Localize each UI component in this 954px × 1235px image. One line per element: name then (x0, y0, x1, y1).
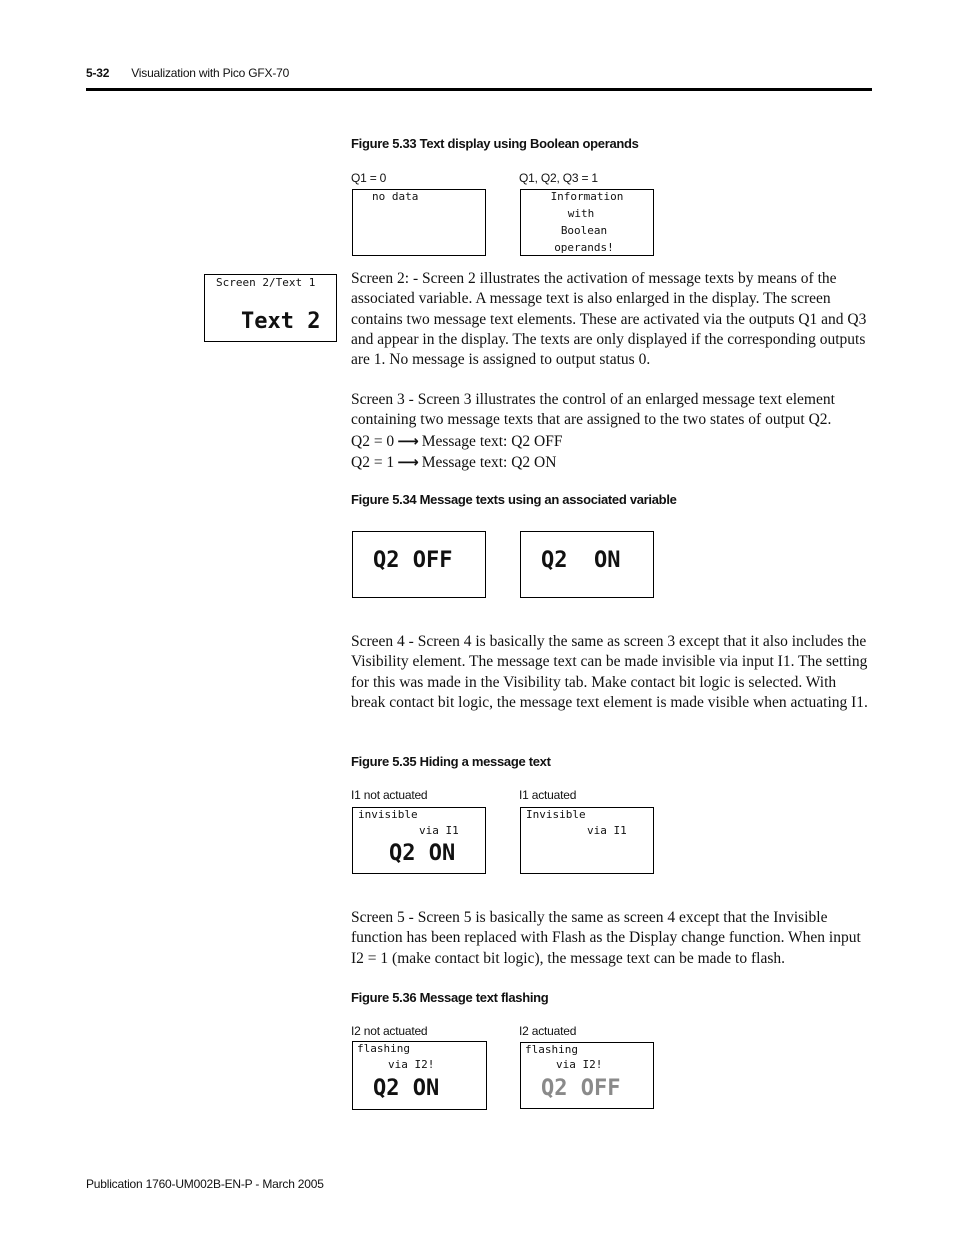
lcd-big-text-dimmed: Q2 OFF (541, 1076, 621, 1101)
q2-on-line (351, 452, 871, 473)
lcd-display-screen2 (204, 274, 337, 342)
figure-5-35-caption: Figure 5.35 Hiding a message text (351, 754, 551, 769)
lcd-display-visible (352, 807, 486, 874)
lcd-line: via I2! (556, 1058, 603, 1071)
lcd-line: with (567, 207, 595, 220)
screen3-paragraph (351, 390, 871, 473)
lcd-display-q2-off (352, 531, 486, 598)
q2-off-message: Message text: Q2 OFF (421, 432, 563, 450)
q2-off-line (351, 431, 871, 452)
figure-5-33-caption: Figure 5.33 Text display using Boolean operands (351, 136, 639, 151)
lcd-line: Invisible (526, 808, 586, 821)
lcd-display-q2-on (520, 531, 654, 598)
lcd-line: Screen 2/Text 1 (216, 276, 316, 289)
lcd-line: via I1 (587, 824, 627, 837)
lcd-display-no-data (352, 189, 486, 256)
lcd-display-boolean (520, 189, 654, 256)
figure-5-35-right-label: I1 actuated (519, 788, 577, 802)
lcd-line: operands! (554, 241, 614, 254)
lcd-line: via I1 (419, 824, 459, 837)
screen4-text: Screen 4 - Screen 4 is basically the same as screen 3 except that it also includes the Visibility element. The message text can be made invisible via input I1. The setting for this was made in the Visibility tab. Make contact bit logic is selected. With break contact bit logic, the message text element is made visible when actuating I1. (351, 633, 868, 711)
screen4-paragraph (351, 632, 871, 713)
lcd-line: no data (372, 190, 419, 203)
figure-5-36-left-label: I2 not actuated (351, 1024, 428, 1038)
lcd-line: flashing (357, 1042, 410, 1055)
page-footer: Publication 1760-UM002B-EN-P - March 2005 (86, 1177, 324, 1191)
q2-off-condition: Q2 = 0 (351, 432, 395, 450)
q2-on-message: Message text: Q2 ON (421, 453, 557, 471)
lcd-display-invisible (520, 807, 654, 874)
lcd-line: flashing (525, 1043, 578, 1056)
lcd-big-text: Text 2 (241, 309, 321, 334)
right-arrow-icon: ⟶ (397, 431, 419, 450)
lcd-big-text: Q2 ON (389, 841, 456, 866)
lcd-display-flash-off (352, 1041, 487, 1110)
screen3-text: Screen 3 - Screen 3 illustrates the control of an enlarged message text element containing two message texts that are assigned to the two states of output Q2. (351, 391, 835, 429)
lcd-big-text: Q2 ON (541, 548, 621, 573)
lcd-big-text: Q2 ON (373, 1076, 440, 1101)
lcd-display-flash-on (520, 1042, 654, 1109)
right-arrow-icon: ⟶ (397, 452, 419, 471)
q2-on-condition: Q2 = 1 (351, 453, 395, 471)
figure-5-36-right-label: I2 actuated (519, 1024, 577, 1038)
lcd-line: via I2! (388, 1058, 435, 1071)
figure-5-33-right-label: Q1, Q2, Q3 = 1 (519, 171, 598, 185)
section-title: Visualization with Pico GFX-70 (131, 66, 290, 80)
lcd-line: Boolean (560, 224, 608, 237)
lcd-line: invisible (358, 808, 418, 821)
screen2-text: Screen 2: - Screen 2 illustrates the activation of message texts by means of the associated variable. A message text is also enlarged in the display. The screen contains two message text elements. These are activated via the outputs Q1 and Q3 and appear in the display. The texts are only displayed if the corresponding outputs are 1. No message is assigned to output status 0. (351, 270, 867, 369)
figure-5-33-left-label: Q1 = 0 (351, 171, 387, 185)
lcd-line: Information (550, 190, 624, 203)
figure-5-34-caption: Figure 5.34 Message texts using an associated variable (351, 492, 677, 507)
page-header (86, 66, 289, 80)
screen2-paragraph (351, 269, 871, 370)
figure-5-36-caption: Figure 5.36 Message text flashing (351, 990, 549, 1005)
header-rule (86, 88, 872, 91)
lcd-big-text: Q2 OFF (373, 548, 453, 573)
screen5-text: Screen 5 - Screen 5 is basically the same as screen 4 except that the Invisible function has been replaced with Flash as the Display change function. When input I2 = 1 (make contact bit logic), the message text can be made to flash. (351, 909, 861, 967)
figure-5-35-left-label: I1 not actuated (351, 788, 428, 802)
screen5-paragraph (351, 908, 871, 969)
page-number: 5-32 (86, 66, 110, 80)
